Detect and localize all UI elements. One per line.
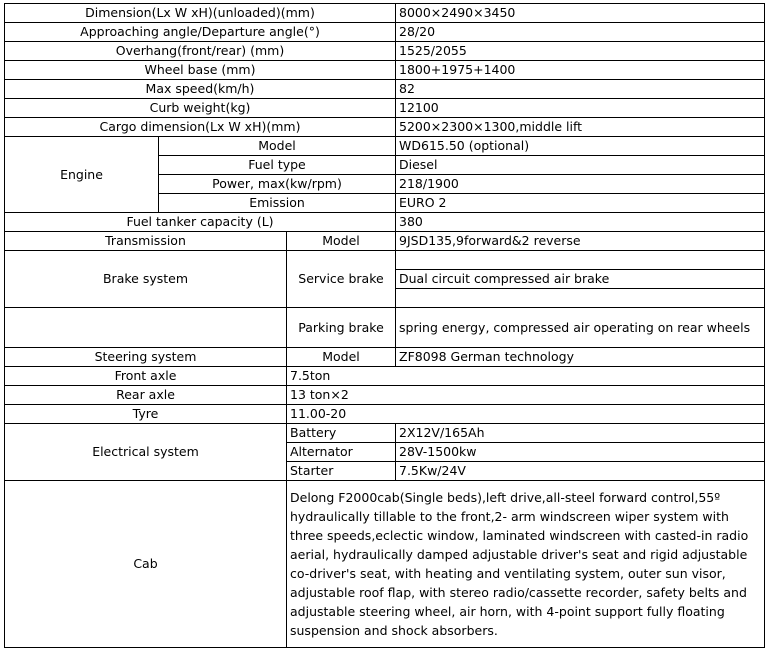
table-row (5, 23, 765, 42)
cab-label: Cab (5, 481, 287, 648)
fuel-type-label: Fuel type (159, 156, 396, 175)
emission-value: EURO 2 (396, 194, 765, 213)
table-row (5, 386, 765, 405)
table-row (5, 367, 765, 386)
table-row (5, 137, 765, 156)
alternator-value: 28V-1500kw (396, 443, 765, 462)
fuel-tanker-label: Fuel tanker capacity (L) (5, 213, 396, 232)
battery-label: Battery (287, 424, 396, 443)
table-row (5, 213, 765, 232)
table-row (5, 61, 765, 80)
front-axle-value: 7.5ton (287, 367, 765, 386)
curb-weight-value: 12100 (396, 99, 765, 118)
power-label: Power, max(kw/rpm) (159, 175, 396, 194)
service-brake-value: Dual circuit compressed air brake (396, 270, 765, 289)
table-row (5, 405, 765, 424)
wheel-base-label: Wheel base (mm) (5, 61, 396, 80)
electrical-system-label: Electrical system (5, 424, 287, 481)
curb-weight-label: Curb weight(kg) (5, 99, 396, 118)
parking-brake-label: Parking brake (287, 308, 396, 348)
steering-model-label: Model (287, 348, 396, 367)
emission-label: Emission (159, 194, 396, 213)
table-row (5, 42, 765, 61)
max-speed-value: 82 (396, 80, 765, 99)
battery-value: 2X12V/165Ah (396, 424, 765, 443)
dimension-label: Dimension(Lx W xH)(unloaded)(mm) (5, 4, 396, 23)
wheel-base-value: 1800+1975+1400 (396, 61, 765, 80)
table-row (5, 251, 765, 270)
table-row (5, 481, 765, 648)
max-speed-label: Max speed(km/h) (5, 80, 396, 99)
service-brake-label: Service brake (287, 251, 396, 308)
cargo-dimension-value: 5200×2300×1300,middle lift (396, 118, 765, 137)
table-row (5, 99, 765, 118)
table-row (5, 232, 765, 251)
starter-label: Starter (287, 462, 396, 481)
fuel-type-value: Diesel (396, 156, 765, 175)
approach-angle-value: 28/20 (396, 23, 765, 42)
cargo-dimension-label: Cargo dimension(Lx W xH)(mm) (5, 118, 396, 137)
power-value: 218/1900 (396, 175, 765, 194)
blank-cell (396, 251, 765, 270)
blank-cell (5, 308, 287, 348)
table-row (5, 80, 765, 99)
table-row (5, 4, 765, 23)
tyre-label: Tyre (5, 405, 287, 424)
cab-value: Delong F2000cab(Single beds),left drive,all-steel forward control,55º hydraulically tillable to the front,2- arm windscreen wiper system with three speeds,eclectic window, laminated windscreen with casted-in radio aerial, hydraulically damped adjustable driver's seat and rigid adjustable co-driver's seat, with heating and ventilating system, outer sun visor, adjustable roof flap, with stereo radio/cassette recorder, safety belts and adjustable steering wheel, air horn, with 4-point support fully floating suspension and shock absorbers. (287, 481, 765, 648)
steering-system-label: Steering system (5, 348, 287, 367)
spec-table (4, 3, 765, 648)
steering-model-value: ZF8098 German technology (396, 348, 765, 367)
transmission-model-value: 9JSD135,9forward&2 reverse (396, 232, 765, 251)
approach-angle-label: Approaching angle/Departure angle(°) (5, 23, 396, 42)
front-axle-label: Front axle (5, 367, 287, 386)
dimension-value: 8000×2490×3450 (396, 4, 765, 23)
rear-axle-value: 13 ton×2 (287, 386, 765, 405)
table-row (5, 308, 765, 348)
table-row (5, 424, 765, 443)
blank-cell (396, 289, 765, 308)
engine-model-label: Model (159, 137, 396, 156)
engine-model-value: WD615.50 (optional) (396, 137, 765, 156)
alternator-label: Alternator (287, 443, 396, 462)
engine-label: Engine (5, 137, 159, 213)
table-row (5, 348, 765, 367)
tyre-value: 11.00-20 (287, 405, 765, 424)
transmission-label: Transmission (5, 232, 287, 251)
overhang-label: Overhang(front/rear) (mm) (5, 42, 396, 61)
table-row (5, 118, 765, 137)
rear-axle-label: Rear axle (5, 386, 287, 405)
fuel-tanker-value: 380 (396, 213, 765, 232)
starter-value: 7.5Kw/24V (396, 462, 765, 481)
transmission-model-label: Model (287, 232, 396, 251)
brake-system-label: Brake system (5, 251, 287, 308)
overhang-value: 1525/2055 (396, 42, 765, 61)
parking-brake-value: spring energy, compressed air operating on rear wheels (396, 308, 765, 348)
